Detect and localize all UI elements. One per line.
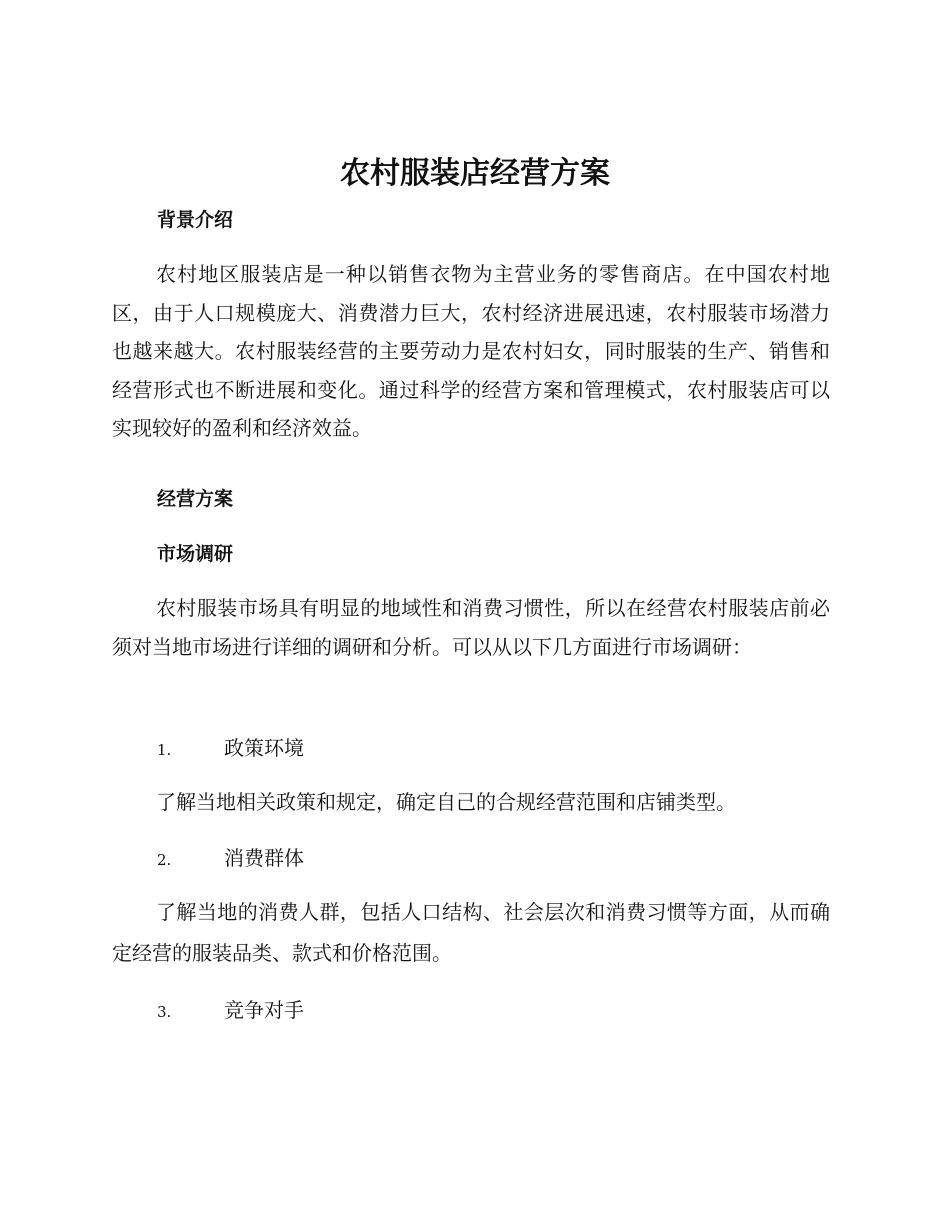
paragraph-background: 农村地区服装店是一种以销售衣物为主营业务的零售商店。在中国农村地区，由于人口规模庞大、消费潜力巨大，农村经济进展迅速，农村服装市场潜力也越来越大。农村服装经营的主要劳动力是农村妇女，同时服装的生产、销售和经营形式也不断进展和变化。通过科学的经营方案和管理模式，农村服装店可以实现较好的盈利和经济效益。 — [112, 262, 830, 440]
heading-background: 背景介绍 — [157, 209, 234, 231]
list-item-1 — [157, 733, 304, 765]
document-title: 农村服装店经营方案 — [340, 156, 610, 191]
heading-plan: 经营方案 — [157, 488, 234, 510]
list-description: 了解当地相关政策和规定，确定自己的合规经营范围和店铺类型。 — [156, 790, 736, 814]
list-label: 政策环境 — [224, 736, 304, 760]
list-label: 消费群体 — [224, 846, 304, 870]
list-number: 2. — [157, 851, 172, 869]
list-item-3 — [157, 995, 304, 1027]
list-label: 竞争对手 — [224, 998, 304, 1022]
list-item-2 — [157, 843, 304, 875]
list-description: 了解当地的消费人群，包括人口结构、社会层次和消费习惯等方面，从而确定经营的服装品类、款式和价格范围。 — [112, 900, 830, 965]
list-number: 1. — [157, 741, 172, 759]
paragraph-market-research: 农村服装市场具有明显的地域性和消费习惯性，所以在经营农村服装店前必须对当地市场进行详细的调研和分析。可以从以下几方面进行市场调研： — [112, 596, 830, 659]
list-number: 3. — [157, 1003, 172, 1021]
heading-market-research: 市场调研 — [157, 543, 234, 565]
